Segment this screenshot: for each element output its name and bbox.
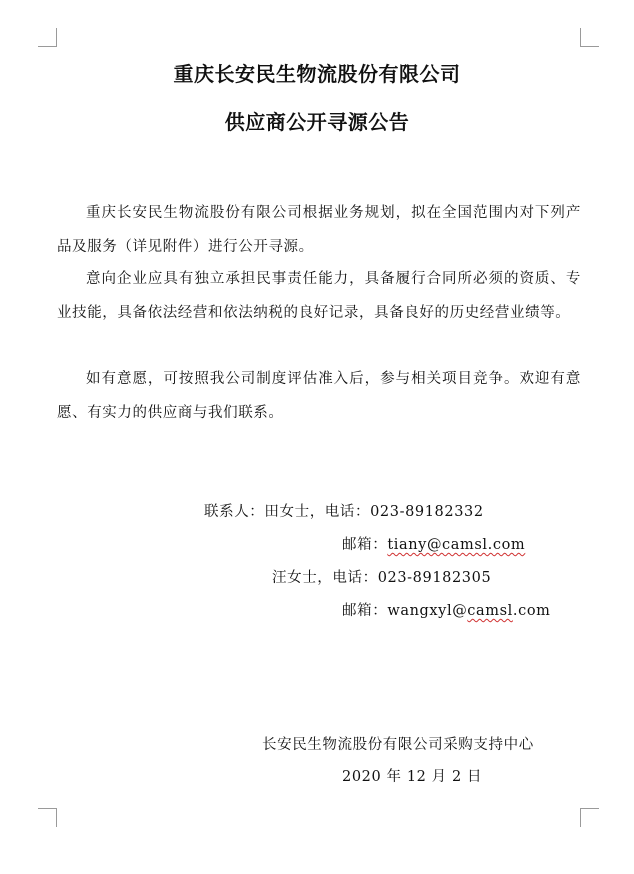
company-title: 重庆长安民生物流股份有限公司	[173, 62, 461, 86]
contact-person-2: 汪女士，电话：023-89182305	[272, 570, 492, 586]
email-label: 邮箱：	[342, 603, 388, 619]
contact-line-1	[204, 500, 484, 521]
email-2-user: wangxyl@	[387, 603, 468, 619]
email-line-1	[342, 533, 525, 554]
body-paragraph-2: 意向企业应具有独立承担民事责任能力，具备履行合同所必须的资质、专业技能，具备依法经营和依法纳税的良好记录，具备良好的历史经营业绩等。	[57, 271, 581, 321]
contact-person-1: 田女士，电话：023-89182332	[264, 504, 484, 520]
page-corner-mark	[580, 28, 599, 47]
email-2[interactable]	[387, 603, 550, 619]
contact-line-2	[272, 566, 491, 587]
signature-org: 长安民生物流股份有限公司采购支持中心	[262, 737, 534, 753]
body-paragraph-1: 重庆长安民生物流股份有限公司根据业务规划，拟在全国范围内对下列产品及服务（详见附件）进行公开寻源。	[57, 205, 581, 255]
email-1[interactable]: tiany@camsl.com	[387, 537, 526, 553]
email-2-tld: .com	[512, 603, 551, 619]
page-corner-mark	[38, 808, 57, 827]
email-line-2	[342, 599, 551, 620]
email-label: 邮箱：	[342, 537, 388, 553]
page-corner-mark	[580, 808, 599, 827]
signature-date: 2020 年 12 月 2 日	[342, 769, 483, 785]
contact-label: 联系人：	[204, 504, 265, 520]
body-paragraph-3: 如有意愿，可按照我公司制度评估准入后，参与相关项目竞争。欢迎有意愿、有实力的供应商与我们联系。	[57, 371, 581, 421]
notice-title: 供应商公开寻源公告	[224, 110, 410, 134]
page-corner-mark	[38, 28, 57, 47]
email-2-domain: camsl	[467, 603, 513, 619]
